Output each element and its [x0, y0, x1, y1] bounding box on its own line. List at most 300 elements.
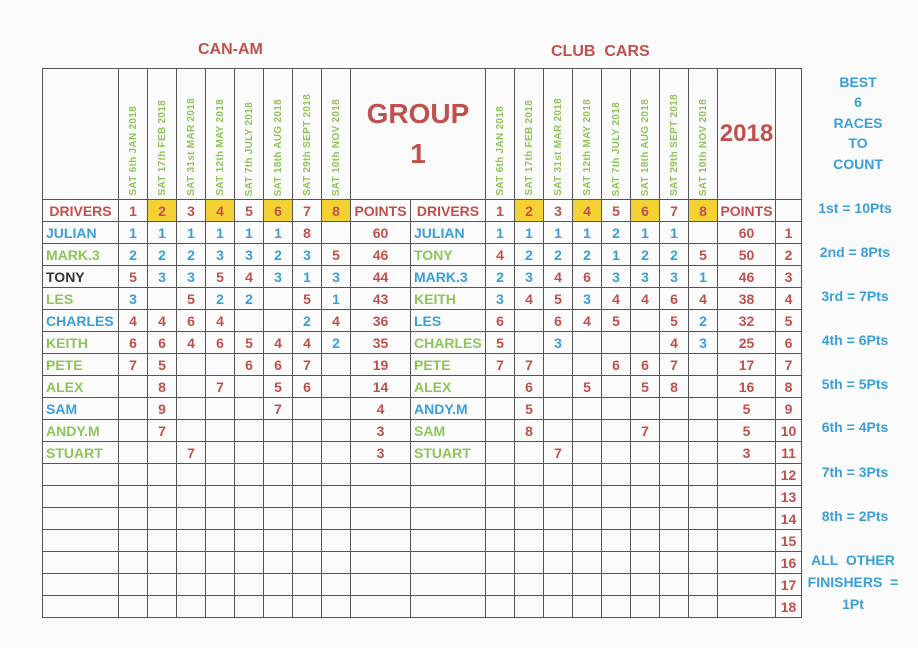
- rank-number: 5: [776, 310, 802, 332]
- result-cell: [660, 508, 689, 530]
- driver-name: ANDY.M: [43, 420, 119, 442]
- race-number-header: 1: [119, 200, 148, 222]
- race-number-header: 2: [515, 200, 544, 222]
- points-cell: 14: [351, 376, 411, 398]
- result-cell: [660, 420, 689, 442]
- result-cell: [689, 420, 718, 442]
- driver-name: [43, 530, 119, 552]
- result-cell: [573, 508, 602, 530]
- result-cell: 6: [206, 332, 235, 354]
- result-cell: [206, 354, 235, 376]
- result-cell: [689, 530, 718, 552]
- result-cell: [148, 486, 177, 508]
- points-cell: 60: [351, 222, 411, 244]
- driver-name: CHARLES: [411, 332, 486, 354]
- race-date: SAT 10th NOV 2018: [330, 98, 342, 196]
- points-cell: 32: [718, 310, 776, 332]
- result-cell: [206, 486, 235, 508]
- driver-name: [43, 464, 119, 486]
- date-cell: [148, 69, 177, 200]
- result-cell: [235, 574, 264, 596]
- result-cell: [322, 442, 351, 464]
- result-cell: [689, 574, 718, 596]
- result-cell: [206, 398, 235, 420]
- date-cell: [119, 69, 148, 200]
- race-date: SAT 12th MAY 2018: [214, 99, 226, 196]
- points-cell: [351, 530, 411, 552]
- date-cell: [206, 69, 235, 200]
- rank-number: 4: [776, 288, 802, 310]
- result-cell: [486, 596, 515, 618]
- rank-number: 17: [776, 574, 802, 596]
- result-cell: 8: [148, 376, 177, 398]
- race-date: SAT 7th JULY 2018: [610, 101, 622, 196]
- date-cell: [486, 69, 515, 200]
- result-cell: 1: [689, 266, 718, 288]
- result-cell: [631, 486, 660, 508]
- table-row: [43, 354, 802, 376]
- result-cell: 1: [602, 244, 631, 266]
- result-cell: [602, 442, 631, 464]
- result-cell: [264, 530, 293, 552]
- result-cell: 7: [119, 354, 148, 376]
- result-cell: [322, 486, 351, 508]
- result-cell: [660, 574, 689, 596]
- result-cell: [148, 464, 177, 486]
- result-cell: 7: [660, 354, 689, 376]
- table-row: [43, 266, 802, 288]
- race-date: SAT 17th FEB 2018: [156, 100, 168, 196]
- result-cell: [602, 420, 631, 442]
- best-races-note: TO: [848, 135, 868, 151]
- driver-name: STUART: [411, 442, 486, 464]
- result-cell: 7: [293, 354, 322, 376]
- result-cell: [177, 398, 206, 420]
- result-cell: [515, 596, 544, 618]
- result-cell: 6: [573, 266, 602, 288]
- table-row: [43, 486, 802, 508]
- result-cell: 7: [544, 442, 573, 464]
- points-cell: [718, 596, 776, 618]
- result-cell: 9: [148, 398, 177, 420]
- result-cell: [264, 288, 293, 310]
- result-cell: 3: [148, 266, 177, 288]
- result-cell: [148, 530, 177, 552]
- result-cell: [177, 574, 206, 596]
- result-cell: [177, 530, 206, 552]
- driver-name: [411, 574, 486, 596]
- result-cell: [206, 464, 235, 486]
- points-cell: [351, 464, 411, 486]
- result-cell: [206, 596, 235, 618]
- result-cell: [573, 354, 602, 376]
- best-races-note: COUNT: [833, 156, 883, 172]
- result-cell: [631, 398, 660, 420]
- result-cell: [293, 508, 322, 530]
- result-cell: [148, 442, 177, 464]
- result-cell: [631, 310, 660, 332]
- result-cell: [235, 486, 264, 508]
- result-cell: [602, 530, 631, 552]
- rank-number: 16: [776, 552, 802, 574]
- result-cell: 4: [148, 310, 177, 332]
- result-cell: [660, 464, 689, 486]
- result-cell: 7: [177, 442, 206, 464]
- result-cell: [264, 420, 293, 442]
- result-cell: [264, 552, 293, 574]
- result-cell: 6: [119, 332, 148, 354]
- result-cell: [235, 508, 264, 530]
- result-cell: [119, 596, 148, 618]
- other-finishers-note: 1Pt: [842, 596, 864, 612]
- driver-name: [43, 552, 119, 574]
- result-cell: 6: [602, 354, 631, 376]
- table-row: [43, 332, 802, 354]
- result-cell: 2: [631, 244, 660, 266]
- result-cell: 2: [544, 244, 573, 266]
- group-label-cell: [351, 69, 486, 200]
- rank-number: 1: [776, 222, 802, 244]
- result-cell: 1: [293, 266, 322, 288]
- table-row: [43, 376, 802, 398]
- result-cell: [689, 442, 718, 464]
- driver-name: TONY: [411, 244, 486, 266]
- points-scale-item: 1st = 10Pts: [818, 200, 892, 216]
- table-row: [43, 442, 802, 464]
- points-cell: [351, 596, 411, 618]
- points-cell: 36: [351, 310, 411, 332]
- result-cell: 2: [515, 244, 544, 266]
- result-cell: [293, 552, 322, 574]
- race-date: SAT 29th SEPT 2018: [668, 94, 680, 196]
- points-cell: [718, 508, 776, 530]
- result-cell: [486, 530, 515, 552]
- result-cell: [293, 574, 322, 596]
- points-cell: 60: [718, 222, 776, 244]
- result-cell: [515, 552, 544, 574]
- result-cell: 4: [206, 310, 235, 332]
- result-cell: 7: [148, 420, 177, 442]
- table-row: [43, 222, 802, 244]
- result-cell: [573, 442, 602, 464]
- result-cell: [573, 596, 602, 618]
- rank-number: 10: [776, 420, 802, 442]
- driver-name: LES: [411, 310, 486, 332]
- result-cell: [293, 530, 322, 552]
- points-cell: [718, 530, 776, 552]
- result-cell: [515, 486, 544, 508]
- result-cell: [544, 508, 573, 530]
- result-cell: 2: [602, 222, 631, 244]
- result-cell: [486, 464, 515, 486]
- date-cell: [322, 69, 351, 200]
- result-cell: [206, 420, 235, 442]
- group-label: GROUP: [366, 98, 470, 129]
- race-date: SAT 18th AUG 2018: [639, 98, 651, 196]
- result-cell: 3: [689, 332, 718, 354]
- date-cell: [177, 69, 206, 200]
- result-cell: 7: [264, 398, 293, 420]
- race-number-header: 5: [602, 200, 631, 222]
- results-table: [42, 68, 802, 618]
- points-header: POINTS: [351, 200, 411, 222]
- date-cell: [293, 69, 322, 200]
- result-cell: 7: [631, 420, 660, 442]
- result-cell: [293, 420, 322, 442]
- driver-name: STUART: [43, 442, 119, 464]
- result-cell: 3: [206, 244, 235, 266]
- result-cell: [177, 376, 206, 398]
- result-cell: [544, 574, 573, 596]
- race-date: SAT 10th NOV 2018: [697, 98, 709, 196]
- result-cell: 6: [293, 376, 322, 398]
- points-cell: 46: [351, 244, 411, 266]
- result-cell: [119, 442, 148, 464]
- result-cell: [602, 398, 631, 420]
- result-cell: [148, 508, 177, 530]
- rank-number: 14: [776, 508, 802, 530]
- result-cell: [573, 420, 602, 442]
- race-number-header: 2: [148, 200, 177, 222]
- result-cell: 2: [264, 244, 293, 266]
- result-cell: 5: [515, 398, 544, 420]
- result-cell: [660, 530, 689, 552]
- result-cell: [689, 222, 718, 244]
- result-cell: [544, 398, 573, 420]
- race-number-header: 1: [486, 200, 515, 222]
- table-row: [43, 552, 802, 574]
- other-finishers-note: FINISHERS =: [807, 574, 899, 590]
- result-cell: [293, 486, 322, 508]
- result-cell: [602, 552, 631, 574]
- race-number-header: 8: [689, 200, 718, 222]
- race-date: SAT 17th FEB 2018: [523, 100, 535, 196]
- result-cell: [544, 354, 573, 376]
- result-cell: [660, 596, 689, 618]
- race-number-header: 7: [660, 200, 689, 222]
- result-cell: 5: [660, 310, 689, 332]
- result-cell: 5: [689, 244, 718, 266]
- table-row: [43, 398, 802, 420]
- result-cell: 1: [177, 222, 206, 244]
- points-cell: [718, 486, 776, 508]
- result-cell: 2: [660, 244, 689, 266]
- points-scale-item: 8th = 2Pts: [821, 508, 889, 524]
- result-cell: [177, 464, 206, 486]
- date-cell: [689, 69, 718, 200]
- result-cell: [689, 596, 718, 618]
- best-races-note: 6: [854, 94, 862, 110]
- result-cell: [486, 442, 515, 464]
- rank-number: 11: [776, 442, 802, 464]
- points-cell: 19: [351, 354, 411, 376]
- result-cell: 4: [660, 332, 689, 354]
- race-number-header: 3: [544, 200, 573, 222]
- result-cell: [631, 332, 660, 354]
- points-cell: 43: [351, 288, 411, 310]
- result-cell: [689, 376, 718, 398]
- driver-name: [411, 486, 486, 508]
- result-cell: [515, 530, 544, 552]
- table-row: [43, 420, 802, 442]
- race-date: SAT 12th MAY 2018: [581, 99, 593, 196]
- result-cell: 2: [206, 288, 235, 310]
- result-cell: [631, 552, 660, 574]
- result-cell: [544, 376, 573, 398]
- points-cell: 5: [718, 420, 776, 442]
- result-cell: [119, 420, 148, 442]
- header-blank-cell: [776, 69, 802, 200]
- result-cell: [264, 310, 293, 332]
- table-row: [43, 596, 802, 618]
- driver-name: [43, 486, 119, 508]
- result-cell: 3: [515, 266, 544, 288]
- driver-name: CHARLES: [43, 310, 119, 332]
- result-cell: 4: [544, 266, 573, 288]
- driver-name: SAM: [43, 398, 119, 420]
- driver-name: [411, 552, 486, 574]
- result-cell: 1: [486, 222, 515, 244]
- result-cell: 3: [235, 244, 264, 266]
- result-cell: 3: [573, 288, 602, 310]
- result-cell: [235, 398, 264, 420]
- result-cell: 1: [206, 222, 235, 244]
- result-cell: 4: [689, 288, 718, 310]
- table-row: [43, 244, 802, 266]
- result-cell: [486, 508, 515, 530]
- result-cell: [602, 486, 631, 508]
- table-row: [43, 508, 802, 530]
- driver-name: LES: [43, 288, 119, 310]
- rank-number: 12: [776, 464, 802, 486]
- points-cell: [718, 464, 776, 486]
- result-cell: 1: [631, 222, 660, 244]
- result-cell: 4: [602, 288, 631, 310]
- points-cell: [351, 486, 411, 508]
- driver-name: SAM: [411, 420, 486, 442]
- driver-name: MARK.3: [411, 266, 486, 288]
- result-cell: [235, 420, 264, 442]
- result-cell: [486, 420, 515, 442]
- result-cell: 2: [573, 244, 602, 266]
- result-cell: [515, 464, 544, 486]
- result-cell: [148, 596, 177, 618]
- result-cell: 3: [544, 332, 573, 354]
- result-cell: [631, 574, 660, 596]
- result-cell: [235, 596, 264, 618]
- result-cell: [322, 398, 351, 420]
- table-row: [43, 574, 802, 596]
- result-cell: 8: [660, 376, 689, 398]
- date-cell: [544, 69, 573, 200]
- result-cell: [602, 464, 631, 486]
- result-cell: 6: [631, 354, 660, 376]
- points-scale-item: 4th = 6Pts: [821, 332, 889, 348]
- result-cell: [322, 530, 351, 552]
- result-cell: 7: [486, 354, 515, 376]
- result-cell: [486, 398, 515, 420]
- year-cell: [718, 69, 776, 200]
- result-cell: [486, 486, 515, 508]
- result-cell: [631, 596, 660, 618]
- result-cell: [148, 288, 177, 310]
- race-number-header: 4: [206, 200, 235, 222]
- result-cell: [177, 354, 206, 376]
- rank-number: 6: [776, 332, 802, 354]
- result-cell: [206, 442, 235, 464]
- table-row: [43, 464, 802, 486]
- result-cell: [689, 464, 718, 486]
- date-cell: [573, 69, 602, 200]
- points-cell: [351, 552, 411, 574]
- result-cell: 5: [631, 376, 660, 398]
- driver-name: JULIAN: [411, 222, 486, 244]
- drivers-header: DRIVERS: [43, 200, 119, 222]
- driver-name: [43, 508, 119, 530]
- driver-name: PETE: [43, 354, 119, 376]
- result-cell: 2: [235, 288, 264, 310]
- points-cell: 3: [351, 442, 411, 464]
- result-cell: [322, 596, 351, 618]
- result-cell: [486, 552, 515, 574]
- result-cell: 4: [264, 332, 293, 354]
- other-finishers-note: ALL OTHER: [811, 552, 895, 568]
- result-cell: 6: [148, 332, 177, 354]
- result-cell: 3: [322, 266, 351, 288]
- date-cell: [660, 69, 689, 200]
- result-cell: 6: [486, 310, 515, 332]
- best-races-note: BEST: [839, 74, 877, 90]
- points-cell: [351, 574, 411, 596]
- result-cell: [177, 486, 206, 508]
- result-cell: 2: [148, 244, 177, 266]
- result-cell: 5: [544, 288, 573, 310]
- points-cell: [718, 574, 776, 596]
- race-number-header: 3: [177, 200, 206, 222]
- result-cell: 3: [602, 266, 631, 288]
- race-number-header: 5: [235, 200, 264, 222]
- result-cell: 3: [119, 288, 148, 310]
- result-cell: [573, 530, 602, 552]
- result-cell: [177, 552, 206, 574]
- blank-cell: [776, 200, 802, 222]
- result-cell: 3: [293, 244, 322, 266]
- result-cell: [264, 486, 293, 508]
- points-cell: 44: [351, 266, 411, 288]
- points-scale-item: 2nd = 8Pts: [819, 244, 891, 260]
- rank-number: 3: [776, 266, 802, 288]
- result-cell: 1: [119, 222, 148, 244]
- driver-name: ANDY.M: [411, 398, 486, 420]
- result-cell: 2: [486, 266, 515, 288]
- drivers-header: DRIVERS: [411, 200, 486, 222]
- clubcars-title: CLUB CARS: [551, 43, 650, 60]
- result-cell: 4: [119, 310, 148, 332]
- result-cell: [322, 552, 351, 574]
- result-cell: 6: [544, 310, 573, 332]
- result-cell: [602, 376, 631, 398]
- race-date: SAT 18th AUG 2018: [272, 98, 284, 196]
- year-label: 2018: [719, 120, 774, 147]
- driver-name: KEITH: [411, 288, 486, 310]
- result-cell: [293, 398, 322, 420]
- date-cell: [264, 69, 293, 200]
- result-cell: 8: [293, 222, 322, 244]
- best-races-note: RACES: [833, 115, 883, 131]
- table-row: [43, 530, 802, 552]
- race-number-header: 8: [322, 200, 351, 222]
- result-cell: 6: [235, 354, 264, 376]
